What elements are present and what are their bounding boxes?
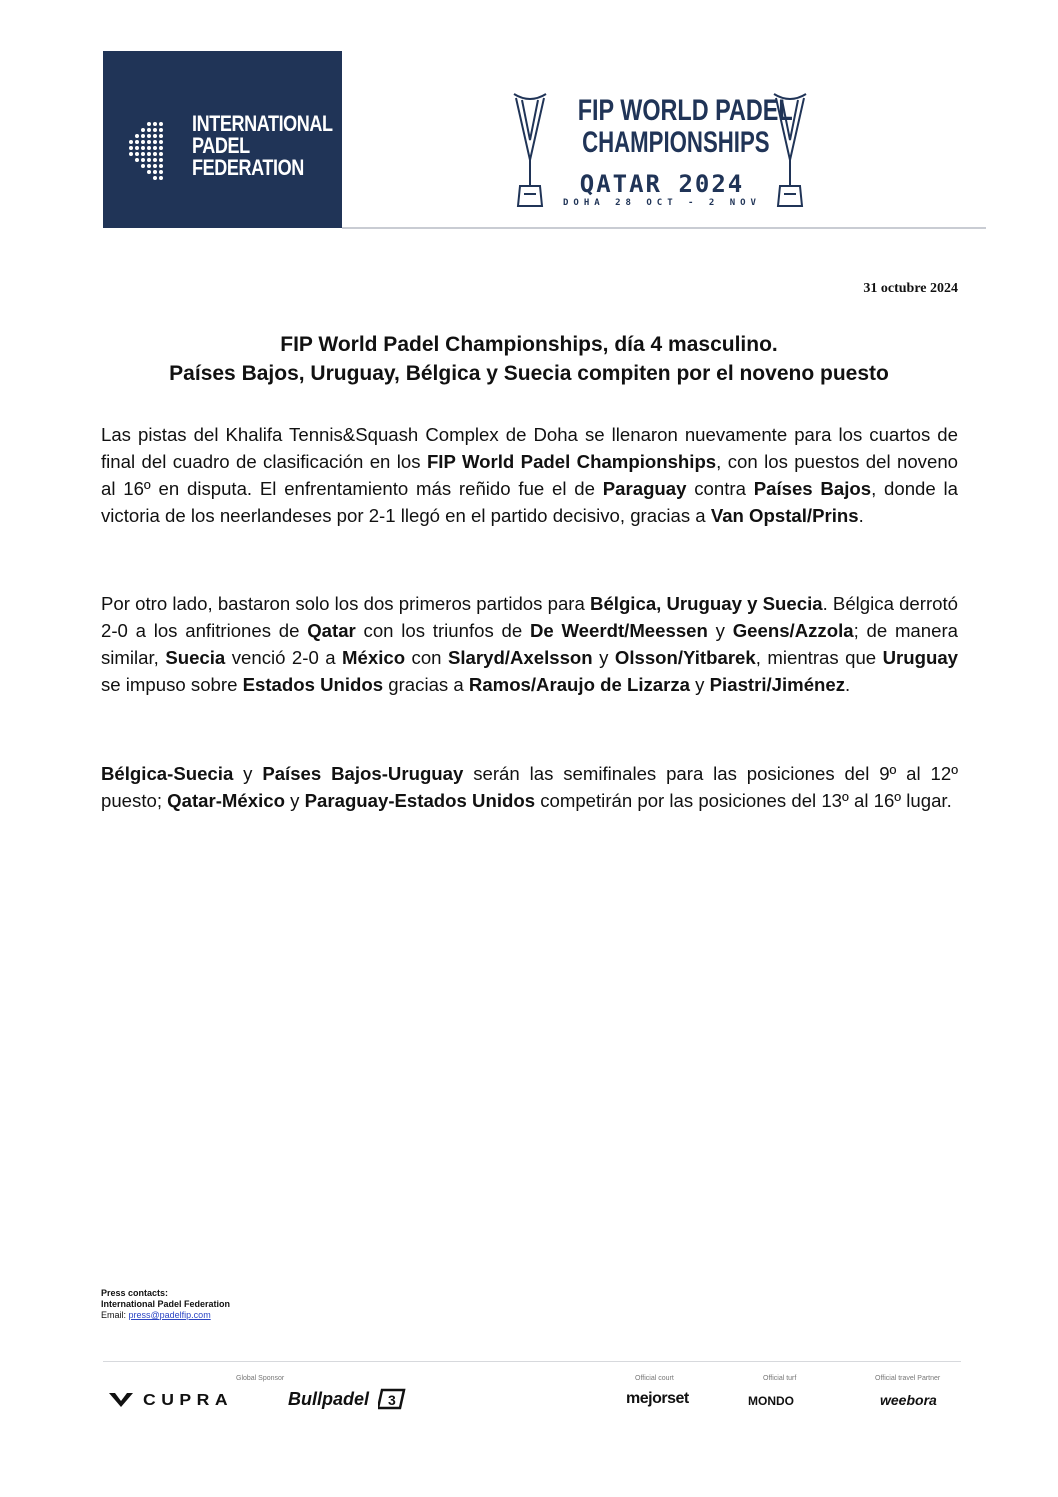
text-run: contra: [686, 478, 754, 499]
sponsor-mondo: MONDO: [748, 1394, 794, 1408]
contacts-heading: Press contacts:: [101, 1288, 169, 1298]
contacts-email-label: Email:: [101, 1310, 129, 1320]
text-run: venció 2-0 a: [225, 647, 343, 668]
text-run: y: [233, 763, 263, 784]
fip-wordmark-line: FEDERATION: [192, 155, 304, 180]
press-contacts: [101, 1288, 230, 1321]
official-turf-label: Official turf: [763, 1375, 797, 1382]
text-run: , donde la victoria de los neerlandeses por 2-1 llegó en el partido decisivo, gracias a: [101, 478, 958, 526]
trophy-icon: [510, 90, 550, 212]
body-paragraph-2: [101, 590, 958, 698]
championships-logo-line3: QATAR 2024: [579, 170, 745, 198]
text-run: con los triunfos de: [355, 620, 530, 641]
official-court-label: Official court: [635, 1375, 674, 1382]
bold-text: De Weerdt/Meessen: [529, 620, 708, 641]
text-run: , con los puestos del noveno al 16º en disputa. El enfrentamiento más reñido fue el de: [101, 451, 959, 499]
bold-text: FIP World Padel Championships: [426, 451, 717, 472]
bold-text: Países Bajos: [753, 478, 872, 499]
sponsor-cupra: CUPRA: [143, 1392, 234, 1409]
fip-logo-block: [103, 51, 342, 228]
championships-logo: [510, 90, 810, 212]
trophy-icon: [770, 90, 810, 212]
text-run: se impuso sobre: [101, 674, 243, 695]
bold-text: Suecia: [165, 647, 226, 668]
bold-text: Uruguay: [882, 647, 959, 668]
text-run: gracias a: [383, 674, 469, 695]
text-run: . Bélgica derrotó 2-0 a los anfitriones de: [101, 593, 959, 641]
body-paragraph-1: [101, 421, 958, 529]
championships-logo-line2: CHAMPIONSHIPS: [582, 126, 770, 159]
text-run: , mientras que: [755, 647, 883, 668]
bold-text: Paraguay-Estados Unidos: [304, 790, 536, 811]
bold-text: Geens/Azzola: [732, 620, 854, 641]
fip-wordmark-line: INTERNATIONAL: [192, 111, 333, 136]
bold-text: Paraguay: [602, 478, 687, 499]
header-divider: [342, 227, 986, 229]
bold-text: Piastri/Jiménez: [709, 674, 846, 695]
fip-wordmark-line: PADEL: [192, 133, 250, 158]
text-run: con: [405, 647, 448, 668]
text-run: ; de manera similar,: [101, 620, 958, 668]
press-date: 31 octubre 2024: [863, 281, 958, 296]
fip-dots-icon: [129, 120, 169, 182]
text-run: serán las semifinales para las posiciones del 9º al 12º puesto;: [101, 763, 958, 811]
text-run: competirán por las posiciones del 13º al 16º lugar.: [535, 790, 952, 811]
sponsor-weebora: weebora: [880, 1392, 937, 1408]
global-sponsor-label: Global Sponsor: [236, 1375, 285, 1382]
text-run: .: [858, 505, 864, 526]
svg-text:3: 3: [388, 1392, 396, 1408]
sponsor-mejorset: mejorset: [626, 1390, 689, 1407]
championships-logo-line1: FIP WORLD PADEL: [577, 94, 793, 127]
bold-text: México: [342, 647, 406, 668]
text-run: y: [707, 620, 733, 641]
fip-wordmark: [192, 113, 333, 179]
bold-text: Van Opstal/Prins: [710, 505, 859, 526]
bold-text: Países Bajos-Uruguay: [262, 763, 464, 784]
press-title-line2: Países Bajos, Uruguay, Bélgica y Suecia compiten por el noveno puesto: [169, 362, 889, 385]
text-run: y: [690, 674, 710, 695]
text-run: Por otro lado, bastaron solo los dos primeros partidos para: [101, 593, 591, 614]
bold-text: Bélgica, Uruguay y Suecia: [590, 593, 823, 614]
text-run: Las pistas del Khalifa Tennis&Squash Complex de Doha se llenaron nuevamente para los cuartos de final del cuadro de clasificación en los: [101, 424, 958, 472]
bold-text: Bélgica-Suecia: [101, 763, 234, 784]
press-title-line1: FIP World Padel Championships, día 4 masculino.: [280, 333, 778, 356]
footer-divider: [103, 1361, 961, 1362]
bullpadel-badge-icon: [378, 1388, 408, 1410]
bold-text: Slaryd/Axelsson: [447, 647, 593, 668]
bold-text: Estados Unidos: [242, 674, 384, 695]
contacts-org: International Padel Federation: [101, 1299, 231, 1309]
championships-logo-line4: DOHA 28 OCT - 2 NOV: [563, 198, 761, 208]
bold-text: Qatar-México: [167, 790, 285, 811]
text-run: y: [592, 647, 615, 668]
bold-text: Olsson/Yitbarek: [614, 647, 756, 668]
cupra-icon: [107, 1391, 135, 1409]
bold-text: Qatar: [307, 620, 356, 641]
contacts-email-link[interactable]: press@padelfip.com: [128, 1310, 211, 1320]
text-run: y: [284, 790, 305, 811]
text-run: .: [845, 674, 851, 695]
travel-partner-label: Official travel Partner: [875, 1375, 941, 1382]
sponsor-bullpadel: Bullpadel: [288, 1389, 370, 1409]
bold-text: Ramos/Araujo de Lizarza: [468, 674, 691, 695]
body-paragraph-3: [101, 760, 958, 814]
press-title: [100, 330, 958, 388]
